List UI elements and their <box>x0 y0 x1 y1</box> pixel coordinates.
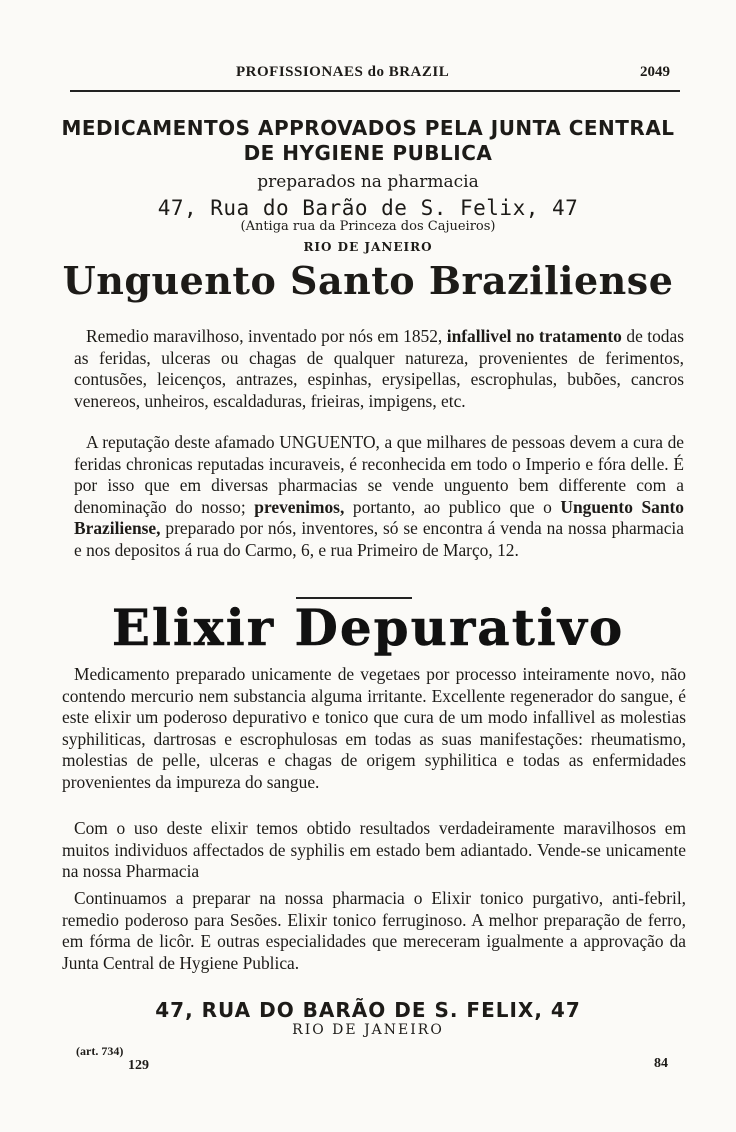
unguento-description <box>74 326 684 412</box>
reputation-product-caps: UNGUENTO, <box>279 432 380 452</box>
elixir-results: Com o uso deste elixir temos obtido resultados verdadeiramente maravilhosos em muitos individuos affectados de syphilis em estado bem adiantado. Vende-se unicamente na nossa Pharmacia <box>62 818 686 882</box>
unguento-desc-bold: infallivel no tratamento <box>446 326 622 346</box>
reputation-product: Unguento Santo Braziliense, <box>74 496 684 539</box>
running-head <box>76 64 676 86</box>
page-number: 2049 <box>640 64 670 80</box>
reputation-a: A reputação deste afamado <box>86 432 275 452</box>
reputation-warning: prevenimos, <box>254 496 345 517</box>
product-title-unguento: Unguento Santo Braziliense <box>62 258 674 303</box>
unguento-desc-lead: Remedio maravilhoso, inventado por nós em 1852, <box>86 326 443 346</box>
reputation-b: a que milhares de pessoas devem a cura de feridas chronicas reputadas incuraveis, é reconhecida em todo o Imperio e fóra delle. É por isso que em diversas pharmacias se vende unguento bem differente com a denominação do nosso; <box>74 432 684 517</box>
footer-address: 47, RUA DO BARÃO DE S. FELIX, 47 <box>155 998 581 1022</box>
reputation-c: portanto, ao publico que o <box>352 496 552 517</box>
old-street-name: (Antiga rua da Princeza dos Cajueiros) <box>240 219 496 234</box>
header-rule <box>70 90 680 92</box>
prepared-line: preparados na pharmacia <box>257 172 479 192</box>
footer-city: RIO DE JANEIRO <box>292 1022 444 1038</box>
unguento-reputation <box>74 432 684 562</box>
running-title: PROFISSIONAES do BRAZIL <box>236 64 450 80</box>
article-note: (art. 734) <box>76 1044 124 1058</box>
city-name: RIO DE JANEIRO <box>303 240 433 254</box>
pharmacy-address: 47, Rua do Barão de S. Felix, 47 <box>157 196 579 220</box>
product-title-elixir: Elixir Depurativo <box>111 598 625 657</box>
advert-heading: MEDICAMENTOS APPROVADOS PELA JUNTA CENTRAL DE HYGIENE PUBLICA <box>61 116 675 165</box>
folio-right: 84 <box>654 1056 668 1071</box>
elixir-description: Medicamento preparado unicamente de vegetaes por processo inteiramente novo, não contendo mercurio nem substancia alguma irritante. Excellente regenerador do sangue, é este elixir um poderoso depurativo e tonico que cura de um modo infallivel as molestias syphiliticas, dartrosas e escrophulosas em todas as suas manifestações: rheumatismo, molestias de pelle, ulceras e chagas de origem syphilitica e todas as enfermidades provenientes da impureza do sangue. <box>62 664 686 792</box>
unguento-desc-rest: de todas as feridas, ulceras ou chagas de qualquer natureza, provenientes de ferimentos, contusões, leicenços, antrazes, espinhas, erysipellas, escrophulas, bubões, cancros venereos, unheiros, escaldaduras, frieiras, impigens, etc. <box>74 326 684 411</box>
folio-left: 129 <box>128 1058 149 1073</box>
other-products: Continuamos a preparar na nossa pharmacia o Elixir tonico purgativo, anti-febril, remedio poderoso para Sesões. Elixir tonico ferruginoso. A melhor preparação de ferro, em fórma de licôr. E outras especialidades que mereceram igualmente a approvação da Junta Central de Hygiene Publica. <box>62 888 686 973</box>
reputation-d: preparado por nós, inventores, só se encontra á venda na nossa pharmacia e nos depositos á rua do Carmo, 6, e rua Primeiro de Março, 12. <box>74 518 684 560</box>
